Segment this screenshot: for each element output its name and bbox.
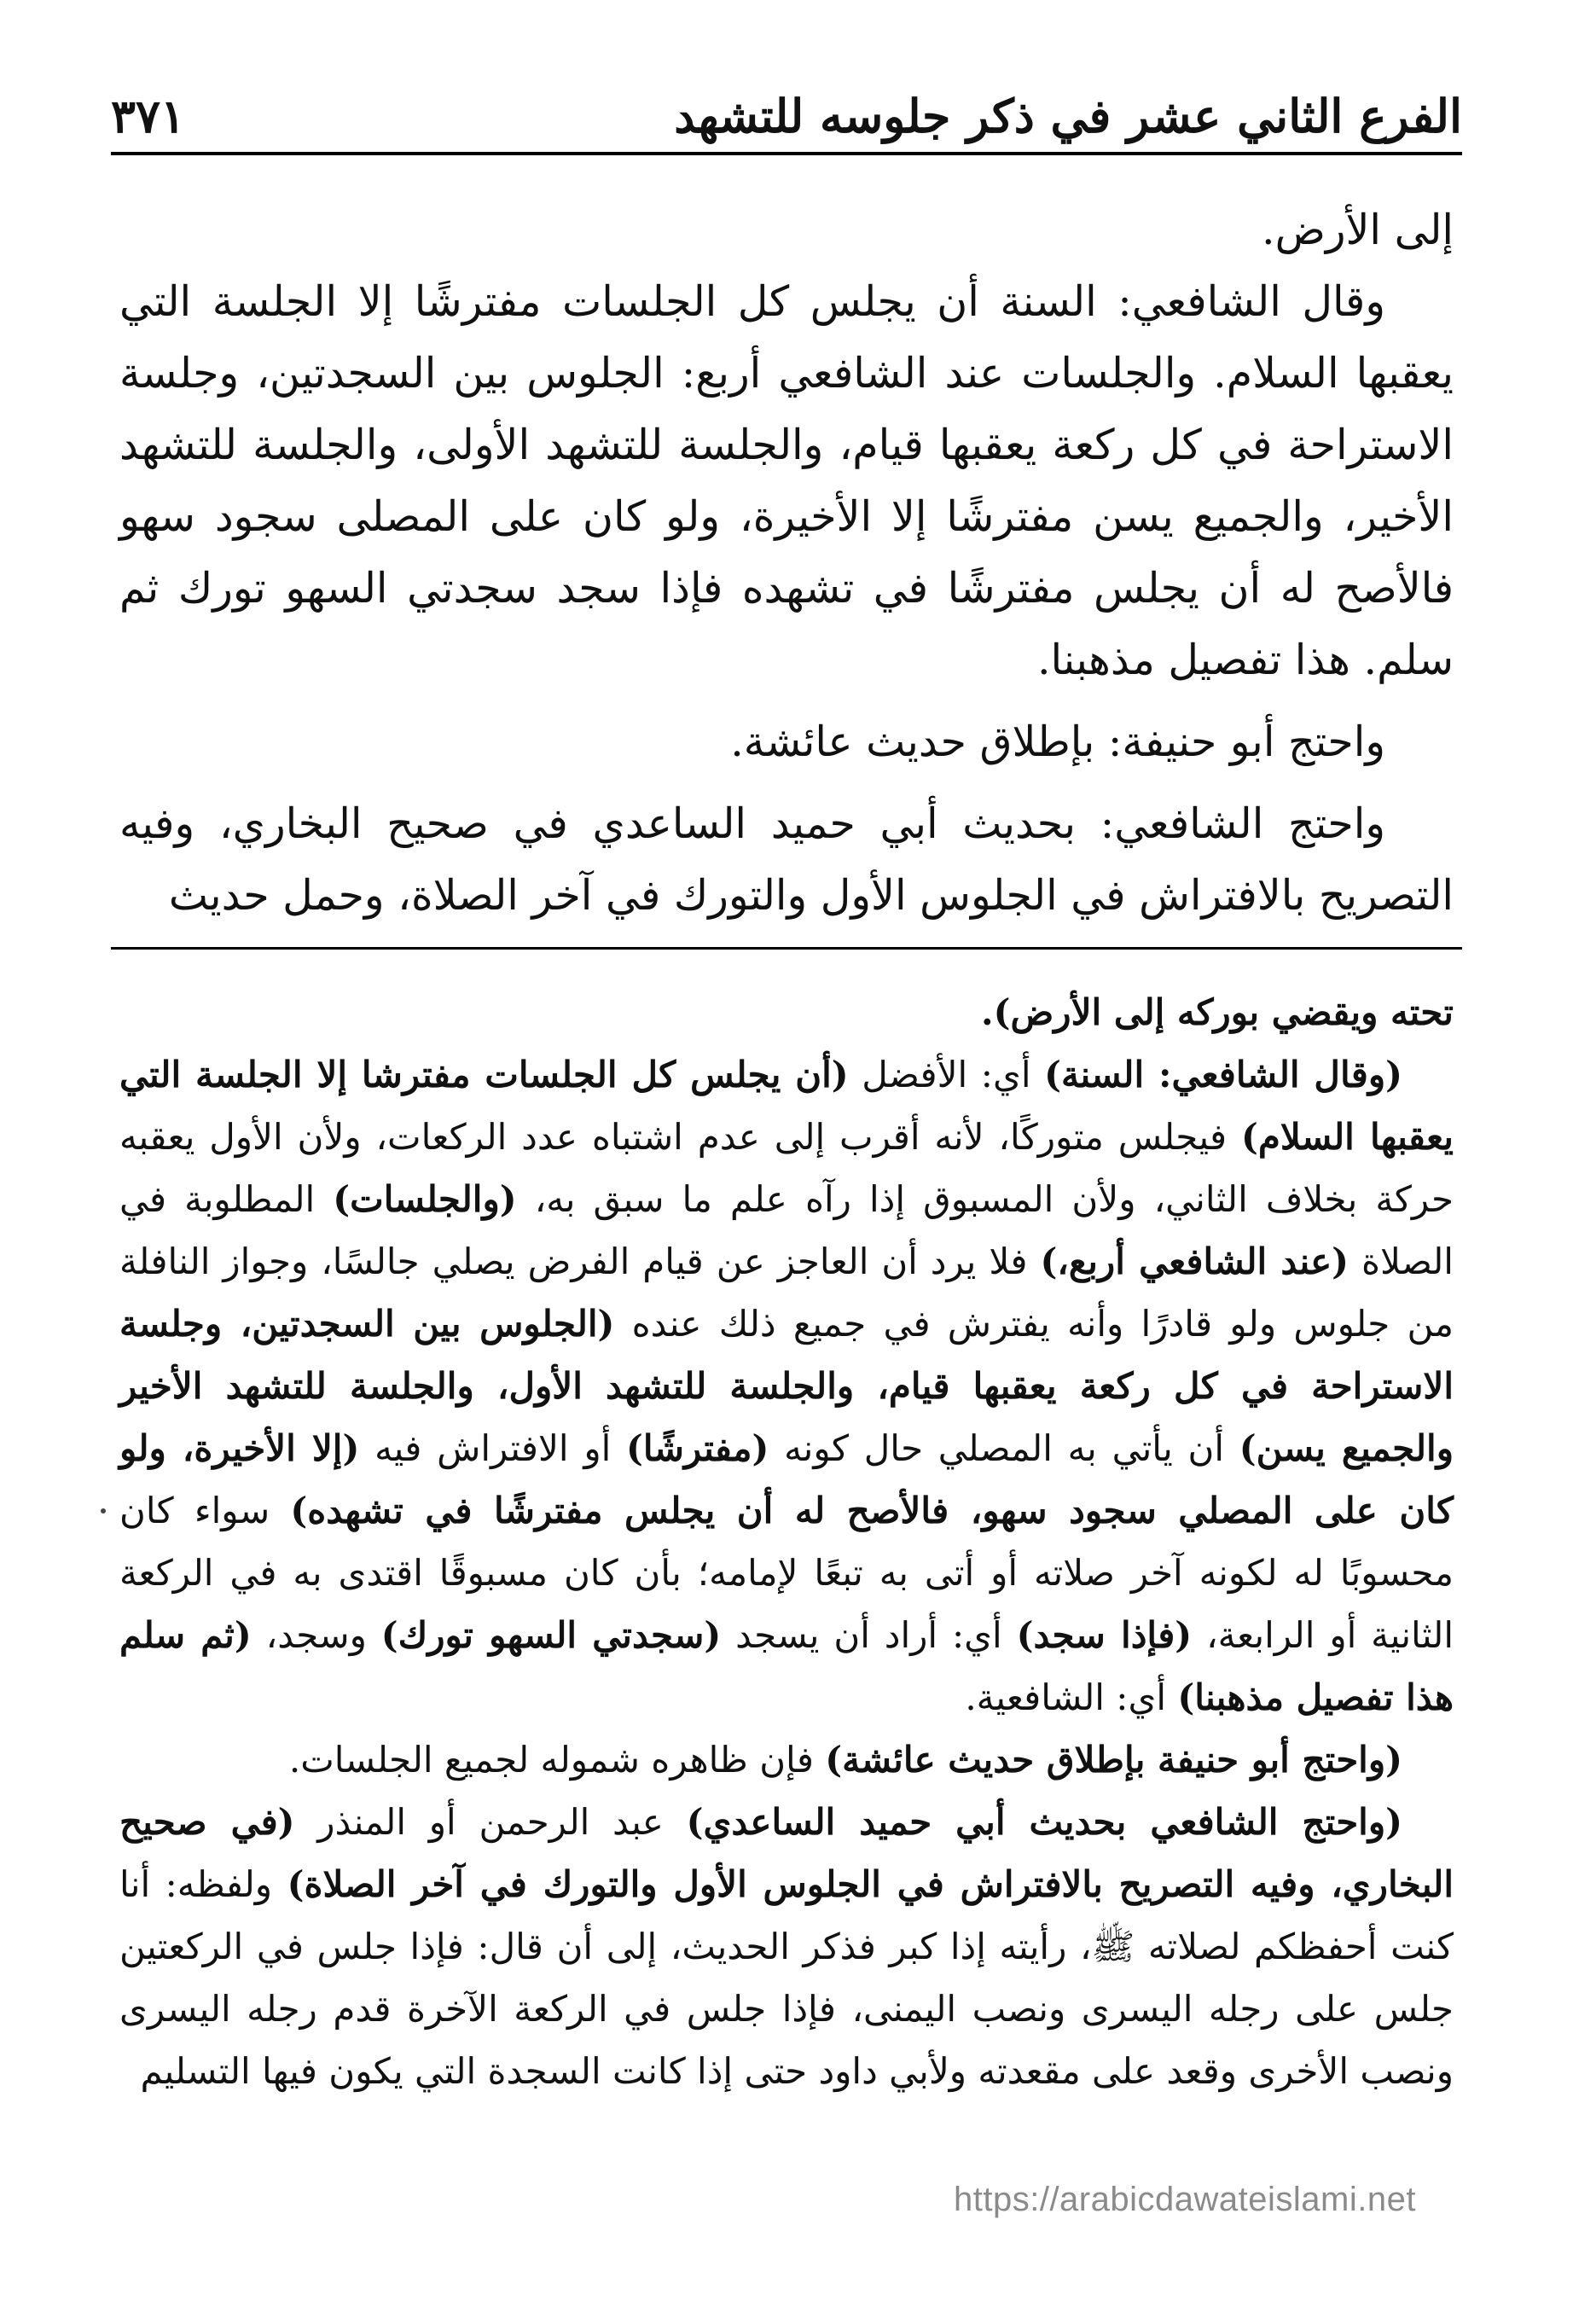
quoted-text: (ثم سلم هذا تفصيل مذهبنا) — [119, 1614, 1454, 1718]
quoted-text: (سجدتي السهو تورك) — [380, 1614, 722, 1656]
commentary-text-run: أن يأتي به المصلي حال كونه — [769, 1427, 1239, 1469]
commentary-paragraph-4 — [119, 1791, 1454, 2102]
commentary-text-run: أي: الأفضل — [848, 1054, 1045, 1095]
commentary-paragraph-2 — [119, 1043, 1454, 1728]
main-paragraph-3: واحتج أبو حنيفة: بإطلاق حديث عائشة. — [730, 718, 1385, 766]
running-header — [111, 82, 1462, 150]
commentary-paragraph-1 — [119, 981, 1454, 1043]
quoted-text: (أن يجلس كل الجلسات مفترشا إلا الجلسة التي يعقبها السلام) — [119, 1054, 1454, 1158]
quoted-text: (مفترشًا) — [626, 1427, 769, 1469]
commentary-text-run: عبد الرحمن أو المنذر — [294, 1801, 687, 1843]
scan-speck — [101, 1508, 106, 1514]
quoted-text: (في صحيح البخاري، وفيه التصريح بالافتراش في الجلوس الأول والتورك في آخر الصلاة) — [119, 1801, 1454, 1905]
commentary-text-run: فلا يرد أن العاجز عن قيام الفرض يصلي جالسًا، وجواز النافلة من جلوس ولو قادرًا وأنه يفترش في جميع ذلك عنده — [119, 1240, 1454, 1345]
main-paragraph-4: واحتج الشافعي: بحديث أبي حميد الساعدي في صحيح البخاري، وفيه التصريح بالافتراش في الجلوس الأول والتورك في آخر الصلاة، وحمل حديث — [119, 799, 1454, 920]
commentary-text-run: سواء كان محسوبًا له لكونه آخر صلاته أو أتى به تبعًا لإمامه؛ بأن كان مسبوقًا اقتدى به في الركعة الثانية أو الرابعة، — [119, 1490, 1454, 1656]
commentary-text-run: فيجلس متوركًا، لأنه أقرب إلى عدم اشتباه عدد الركعات، ولأن الأول يعقبه حركة بخلاف الثاني، ولأن المسبوق إذا رآه علم ما سبق به، — [119, 1116, 1454, 1220]
header-rule — [111, 152, 1462, 155]
commentary-text-run: ولفظه: أنا كنت أحفظكم لصلاته ﷺ، رأيته إذا كبر فذكر الحديث، إلى أن قال: فإذا جلس في الركعتين جلس على رجله اليسرى ونصب اليمنى، فإذا جلس في الركعة الآخرة قدم رجله اليسرى ونصب الأخرى وقعد على مقعدته ولأبي داود حتى إذا كانت السجدة التي يكون فيها التسليم — [119, 1863, 1454, 2092]
main-text — [119, 195, 1454, 932]
commentary-text-run: وسجد، — [251, 1614, 381, 1656]
quoted-text: (إلا الأخيرة، ولو كان على المصلي سجود سهو، فالأصح له أن يجلس مفترشًا في تشهده) — [119, 1427, 1454, 1531]
page-number: ٣٧١ — [111, 89, 186, 143]
commentary-text-run: أي: أراد أن يسجد — [721, 1614, 1017, 1656]
quoted-text: تحته ويقضي بوركه إلى الأرض). — [981, 991, 1454, 1033]
section-divider — [111, 947, 1462, 950]
commentary-text — [119, 981, 1454, 2102]
main-paragraph-2: وقال الشافعي: السنة أن يجلس كل الجلسات مفترشًا إلا الجلسة التي يعقبها السلام. والجلسات عند الشافعي أربع: الجلوس بين السجدتين، وجلسة الاستراحة في كل ركعة يعقبها قيام، والجلسة للتشهد الأولى، والجلسة للتشهد الأخير، والجميع يسن مفترشًا إلا الأخيرة، ولو كان على المصلى سجود سهو فالأصح له أن يجلس مفترشًا في تشهده فإذا سجد سجدتي السهو تورك ثم سلم. هذا تفصيل مذهبنا. — [119, 277, 1454, 684]
chapter-title: الفرع الثاني عشر في ذكر جلوسه للتشهد — [674, 89, 1462, 143]
watermark-url: https://arabicdawateislami.net — [954, 2181, 1416, 2218]
quoted-text: (الجلوس بين السجدتين، وجلسة الاستراحة في كل ركعة يعقبها قيام، والجلسة للتشهد الأول، والجلسة للتشهد الأخير والجميع يسن) — [119, 1303, 1454, 1469]
quoted-text: (فإذا سجد) — [1016, 1614, 1193, 1656]
main-paragraph-1: إلى الأرض. — [1262, 206, 1454, 254]
quoted-text: (واحتج أبو حنيفة بإطلاق حديث عائشة) — [825, 1739, 1402, 1781]
quoted-text: (عند الشافعي أربع،) — [1040, 1240, 1350, 1282]
quoted-text: (والجلسات) — [333, 1178, 517, 1220]
commentary-text-run: أو الافتراش فيه — [359, 1427, 627, 1469]
commentary-text-run: فإن ظاهره شموله لجميع الجلسات. — [288, 1739, 826, 1781]
commentary-text-run: المطلوبة في الصلاة — [119, 1178, 1454, 1282]
quoted-text: (واحتج الشافعي بحديث أبي حميد الساعدي) — [686, 1801, 1403, 1843]
commentary-text-run: أي: الشافعية. — [965, 1676, 1178, 1718]
commentary-paragraph-3 — [119, 1728, 1454, 1791]
quoted-text: (وقال الشافعي: السنة) — [1044, 1054, 1402, 1095]
